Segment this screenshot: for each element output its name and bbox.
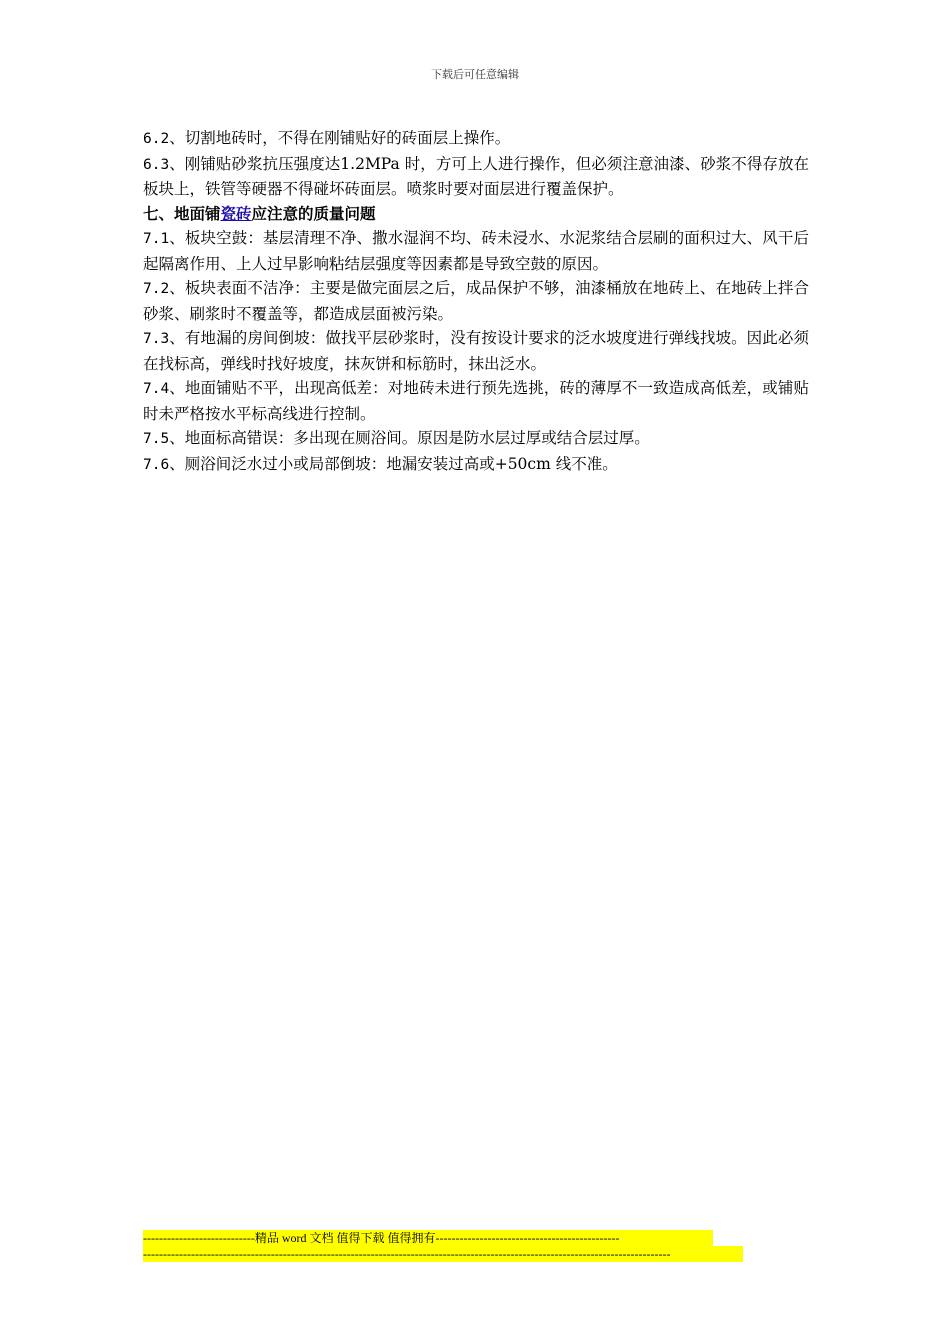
paragraph-7-6	[143, 452, 809, 478]
item-text: 、有地漏的房间倒坡：做找平层砂浆时，没有按设计要求的泛水坡度进行弹线找坡。因此必须在找标高，弹线时找好坡度，抹灰饼和标筋时，抹出泛水。	[143, 329, 809, 373]
item-number: 7.5	[143, 431, 170, 447]
document-body	[143, 126, 809, 477]
paragraph-6-2	[143, 126, 809, 152]
footer-line-2: ------------------------------------------------------------------------------------------------------------------------------------	[143, 1246, 743, 1262]
item-text: 、板块表面不洁净：主要是做完面层之后，成品保护不够，油漆桶放在地砖上、在地砖上拌合砂浆、刷浆时不覆盖等，都造成层面被污染。	[143, 279, 809, 323]
item-text: 、厕浴间泛水过小或局部倒坡：地漏安装过高或+50cm 线不准。	[169, 454, 618, 473]
item-text: 、地面标高错误：多出现在厕浴间。原因是防水层过厚或结合层过厚。	[169, 429, 650, 447]
heading-suffix: 应注意的质量问题	[251, 204, 376, 223]
item-number: 6.2	[143, 131, 170, 147]
item-text: 、刚铺贴砂浆抗压强度达1.2MPa 时，方可上人进行操作，但必须注意油漆、砂浆不得存放在板块上，铁管等硬器不得碰坏砖面层。喷浆时要对面层进行覆盖保护。	[143, 154, 809, 198]
item-number: 7.3	[143, 331, 170, 347]
paragraph-6-3	[143, 152, 809, 202]
item-text: 、板块空鼓：基层清理不净、撒水湿润不均、砖未浸水、水泥浆结合层刷的面积过大、风干后起隔离作用、上人过早影响粘结层强度等因素都是导致空鼓的原因。	[143, 229, 809, 273]
paragraph-7-5	[143, 426, 809, 452]
paragraph-7-4	[143, 376, 809, 426]
footer-banner	[143, 1230, 743, 1262]
tile-link[interactable]: 瓷砖	[220, 204, 252, 223]
paragraph-7-2	[143, 276, 809, 326]
footer-line-1: ----------------------------精品 word 文档 值得下载 值得拥有----------------------------------------------	[143, 1230, 713, 1246]
item-number: 7.1	[143, 231, 170, 247]
item-number: 7.6	[143, 456, 170, 473]
paragraph-7-3	[143, 326, 809, 376]
heading-prefix: 七、地面铺	[143, 204, 221, 223]
section-heading	[143, 202, 809, 227]
paragraph-7-1	[143, 226, 809, 276]
item-number: 7.4	[143, 381, 170, 397]
header-note: 下载后可任意编辑	[431, 68, 519, 81]
item-number: 7.2	[143, 281, 170, 297]
item-number: 6.3	[143, 156, 170, 173]
item-text: 、地面铺贴不平，出现高低差：对地砖未进行预先选挑，砖的薄厚不一致造成高低差，或铺贴时未严格按水平标高线进行控制。	[143, 379, 809, 423]
item-text: 、切割地砖时，不得在刚铺贴好的砖面层上操作。	[169, 129, 511, 147]
